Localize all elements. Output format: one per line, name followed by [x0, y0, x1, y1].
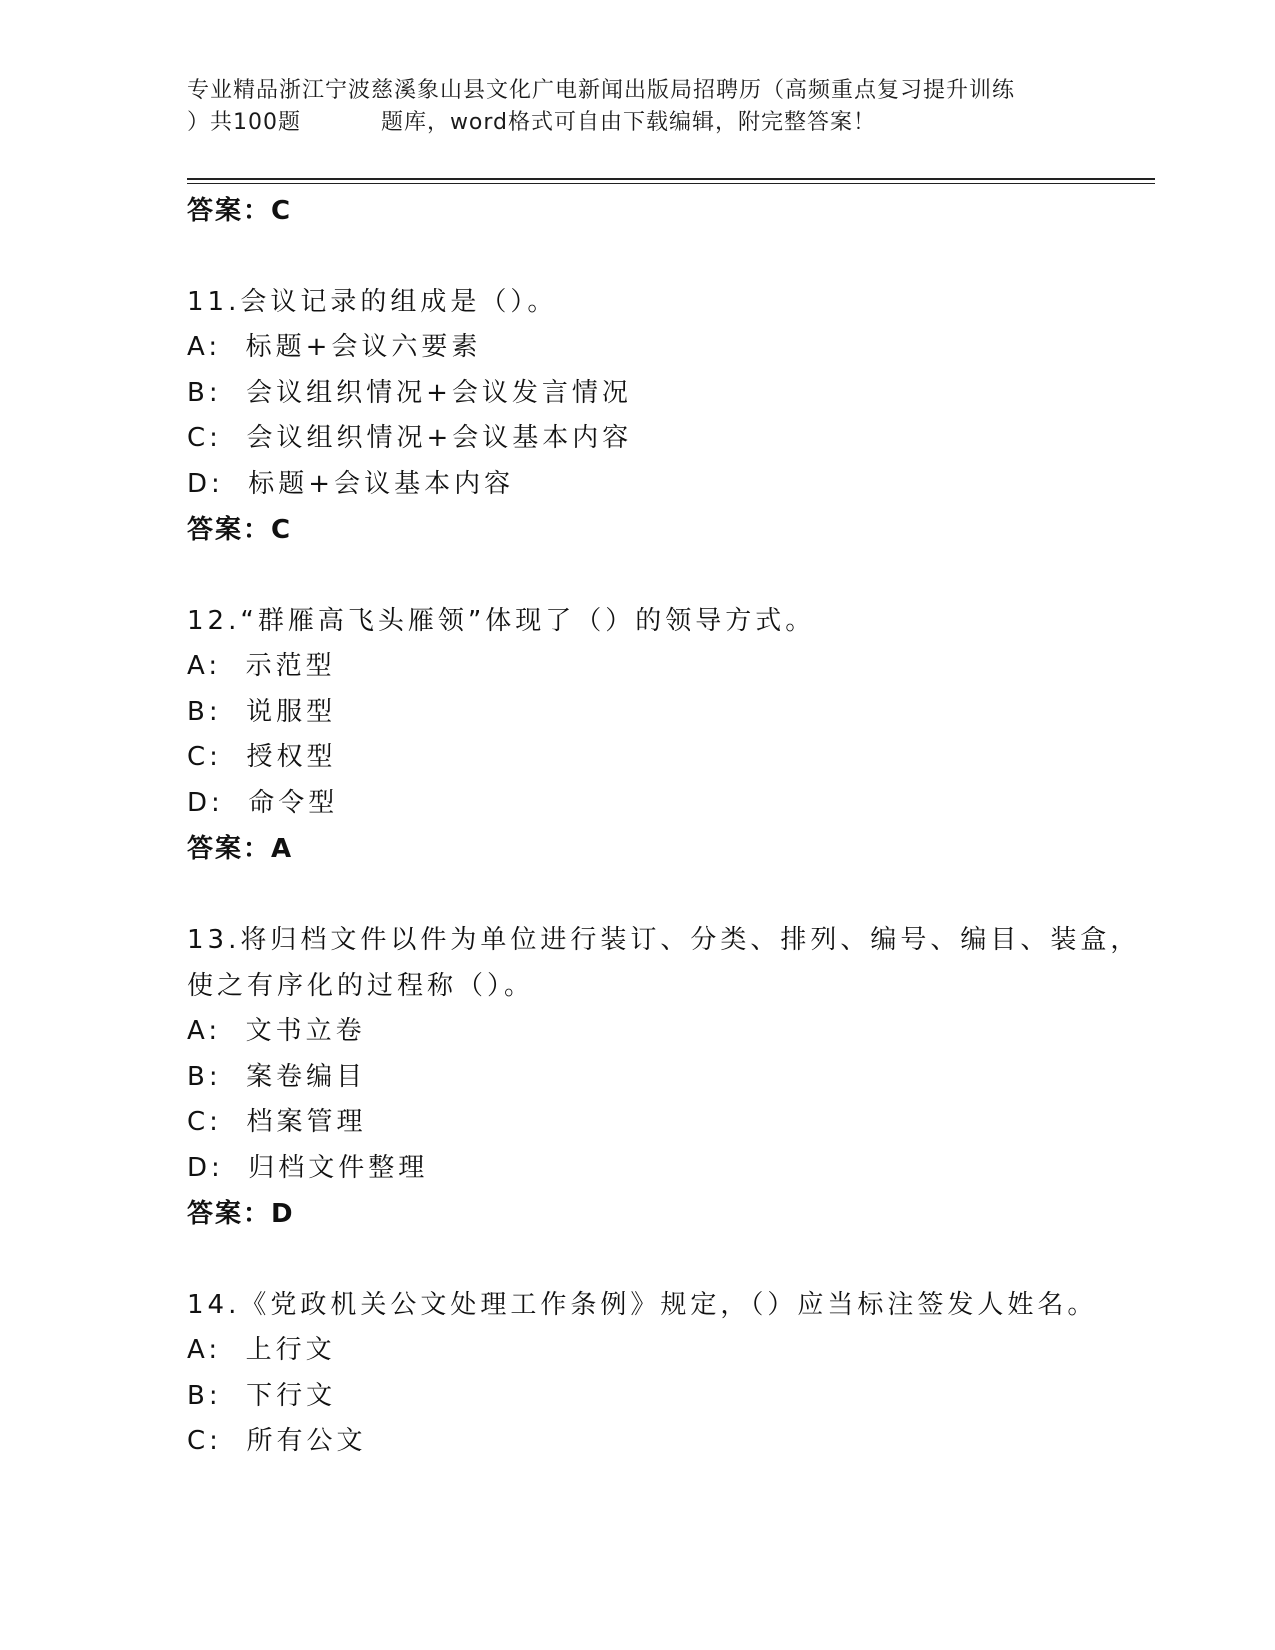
- header-divider-thin: [187, 183, 1155, 184]
- document-header: [187, 75, 1087, 139]
- option-d: D: 归档文件整理: [187, 1152, 429, 1183]
- question-text: 12.“群雁高飞头雁领”体现了（）的领导方式。: [187, 606, 816, 636]
- header-divider-thick: [187, 178, 1155, 180]
- option-a: A: 上行文: [187, 1335, 336, 1365]
- option-a: A: 标题+会议六要素: [187, 332, 482, 362]
- question-14: [187, 1282, 1155, 1465]
- option-c: C: 会议组织情况+会议基本内容: [187, 423, 633, 453]
- question-11: [187, 279, 1155, 553]
- header-title-line2: [187, 107, 1087, 139]
- option-b: B: 会议组织情况+会议发言情况: [187, 377, 632, 408]
- option-b: B: 案卷编目: [187, 1061, 367, 1092]
- option-a: A: 文书立卷: [187, 1016, 366, 1046]
- option-c: C: 授权型: [187, 742, 337, 772]
- question-text: 14.《党政机关公文处理工作条例》规定，（）应当标注签发人姓名。: [187, 1290, 1098, 1320]
- header-title-line1: 专业精品浙江宁波慈溪象山县文化广电新闻出版局招聘历（高频重点复习提升训练: [187, 78, 1016, 103]
- option-b: B: 下行文: [187, 1380, 337, 1411]
- question-12: [187, 598, 1155, 872]
- header-count: ）共100题: [187, 110, 301, 135]
- option-c: C: 所有公文: [187, 1426, 367, 1456]
- option-b: B: 说服型: [187, 696, 337, 727]
- question-13: [187, 917, 1155, 1237]
- question-text: 11.会议记录的组成是（）。: [187, 287, 558, 317]
- answer-line: 答案：D: [187, 1199, 295, 1229]
- option-d: D: 命令型: [187, 787, 339, 818]
- answer-line: 答案：C: [187, 196, 293, 226]
- question-list: [187, 188, 1155, 1465]
- option-d: D: 标题+会议基本内容: [187, 468, 515, 499]
- question-text: 13.将归档文件以件为单位进行装订、分类、排列、编号、编目、装盒，使之有序化的过程称（）。: [187, 925, 1141, 1001]
- answer-line: 答案：C: [187, 515, 293, 545]
- option-a: A: 示范型: [187, 651, 336, 681]
- option-c: C: 档案管理: [187, 1107, 367, 1137]
- header-note: 题库，word格式可自由下载编辑，附完整答案！: [380, 110, 877, 135]
- answer-line: 答案：A: [187, 834, 294, 864]
